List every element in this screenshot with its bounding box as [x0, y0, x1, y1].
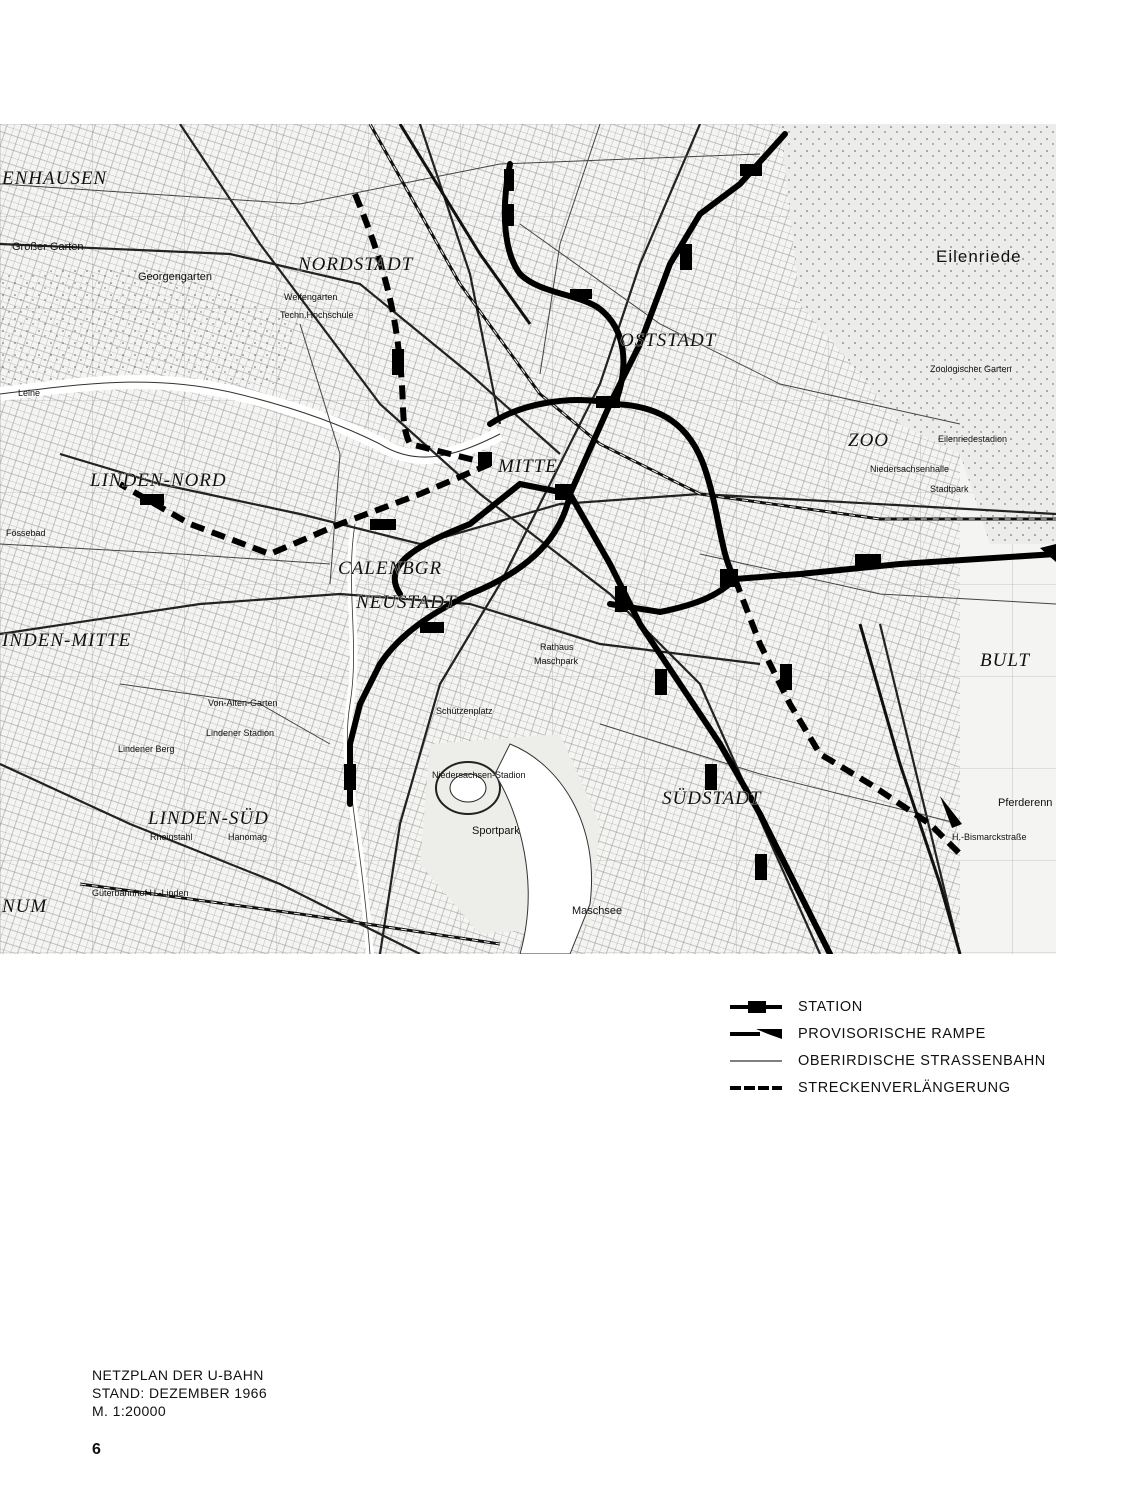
place-lindener-stadion: Lindener Stadion [206, 728, 275, 738]
district-herrenhausen: ENHAUSEN [2, 168, 108, 189]
district-bult: BULT [980, 650, 1031, 671]
legend-label-ramp: PROVISORISCHE RAMPE [798, 1025, 986, 1042]
place-bismarckstrasse: H.-Bismarckstraße [952, 832, 1027, 842]
station-marker [855, 554, 881, 566]
place-von-alten-garten: Von-Alten-Garten [208, 698, 278, 708]
district-sudstadt: SÜDSTADT [662, 788, 762, 809]
page-number: 6 [92, 1441, 101, 1458]
station-marker [655, 669, 667, 695]
legend-row-extension [730, 1074, 1070, 1101]
district-linden-mitte: INDEN-MITTE [2, 630, 132, 651]
figure-caption [92, 1366, 267, 1420]
district-calenberger: CALENBGR [338, 558, 443, 579]
station-marker [596, 396, 620, 408]
caption-scale: M. 1:20000 [92, 1403, 167, 1419]
place-rheinstahl: Rheinstahl [150, 832, 193, 842]
caption-date: STAND: DEZEMBER 1966 [92, 1385, 268, 1401]
map-canvas [0, 124, 1056, 954]
station-marker [504, 169, 514, 191]
station-marker [140, 494, 164, 505]
place-schuetzenplatz: Schützenplatz [436, 706, 493, 716]
district-num: NUM [2, 896, 48, 917]
station-marker [370, 519, 396, 530]
place-leine: Leine [18, 388, 41, 398]
district-linden-sud: LINDEN-SÜD [148, 808, 269, 829]
station-marker [705, 764, 717, 790]
station-marker [555, 484, 571, 500]
station-marker [780, 664, 792, 690]
place-rathaus: Rathaus [540, 642, 574, 652]
caption-title: NETZPLAN DER U-BAHN [92, 1367, 264, 1383]
legend-row-ramp [730, 1020, 1070, 1047]
place-georgengarten: Georgengarten [138, 271, 212, 283]
legend-label-station: STATION [798, 998, 863, 1015]
place-gueterbahnhof-linden: Güterbahnhof H.-Linden [92, 888, 189, 898]
place-eilenriede: Eilenriede [936, 247, 1022, 266]
place-stadtpark: Stadtpark [930, 484, 969, 494]
place-zoologischer-garten: Zoologischer Garten [930, 364, 1012, 374]
station-symbol-icon [730, 1000, 782, 1014]
place-niedersachsen-stadion: Niedersachsen-Stadion [432, 770, 526, 780]
district-zoo: ZOO [848, 430, 890, 451]
district-mitte: MITTE [498, 456, 558, 477]
ramp-symbol-icon [730, 1027, 782, 1041]
netzplan-map [0, 124, 1056, 954]
place-pferderenn: Pferderenn [998, 797, 1053, 809]
station-marker [680, 244, 692, 270]
station-marker [344, 764, 356, 790]
station-marker [478, 452, 492, 466]
place-niedersachsenhalle: Niedersachsenhalle [870, 464, 950, 474]
map-legend [730, 993, 1070, 1101]
place-hanomag: Hanomag [228, 832, 268, 842]
station-marker [615, 586, 627, 612]
place-fossebad: Fössebad [6, 528, 46, 538]
place-maschsee: Maschsee [572, 905, 623, 917]
legend-row-tram [730, 1047, 1070, 1074]
place-welfengarten: Welfengarten [284, 292, 338, 302]
extension-symbol-icon [730, 1081, 782, 1095]
place-eilenriedestadion: Eilenriedestadion [938, 434, 1008, 444]
legend-row-station [730, 993, 1070, 1020]
district-oststadt: OSTSTADT [620, 330, 717, 351]
district-nordstadt: NORDSTADT [298, 254, 414, 275]
place-grosser-garten: Großer Garten [12, 241, 84, 253]
district-linden-nord: LINDEN-NORD [90, 470, 227, 491]
tram-symbol-icon [730, 1054, 782, 1068]
legend-label-tram: OBERIRDISCHE STRASSENBAHN [798, 1052, 1046, 1069]
place-maschpark: Maschpark [534, 656, 579, 666]
station-marker [720, 569, 738, 587]
station-marker [392, 349, 404, 375]
legend-label-extension: STRECKENVERLÄNGERUNG [798, 1079, 1011, 1096]
place-techn-hochschule: Techn.Hochschule [280, 310, 354, 320]
station-marker [570, 289, 592, 299]
station-marker [504, 204, 514, 226]
station-marker [420, 622, 444, 633]
station-marker [755, 854, 767, 880]
district-neustadt: NEUSTADT [356, 592, 457, 613]
station-marker [740, 164, 762, 176]
place-sportpark: Sportpark [472, 825, 520, 837]
place-lindener-berg: Lindener Berg [118, 744, 175, 754]
